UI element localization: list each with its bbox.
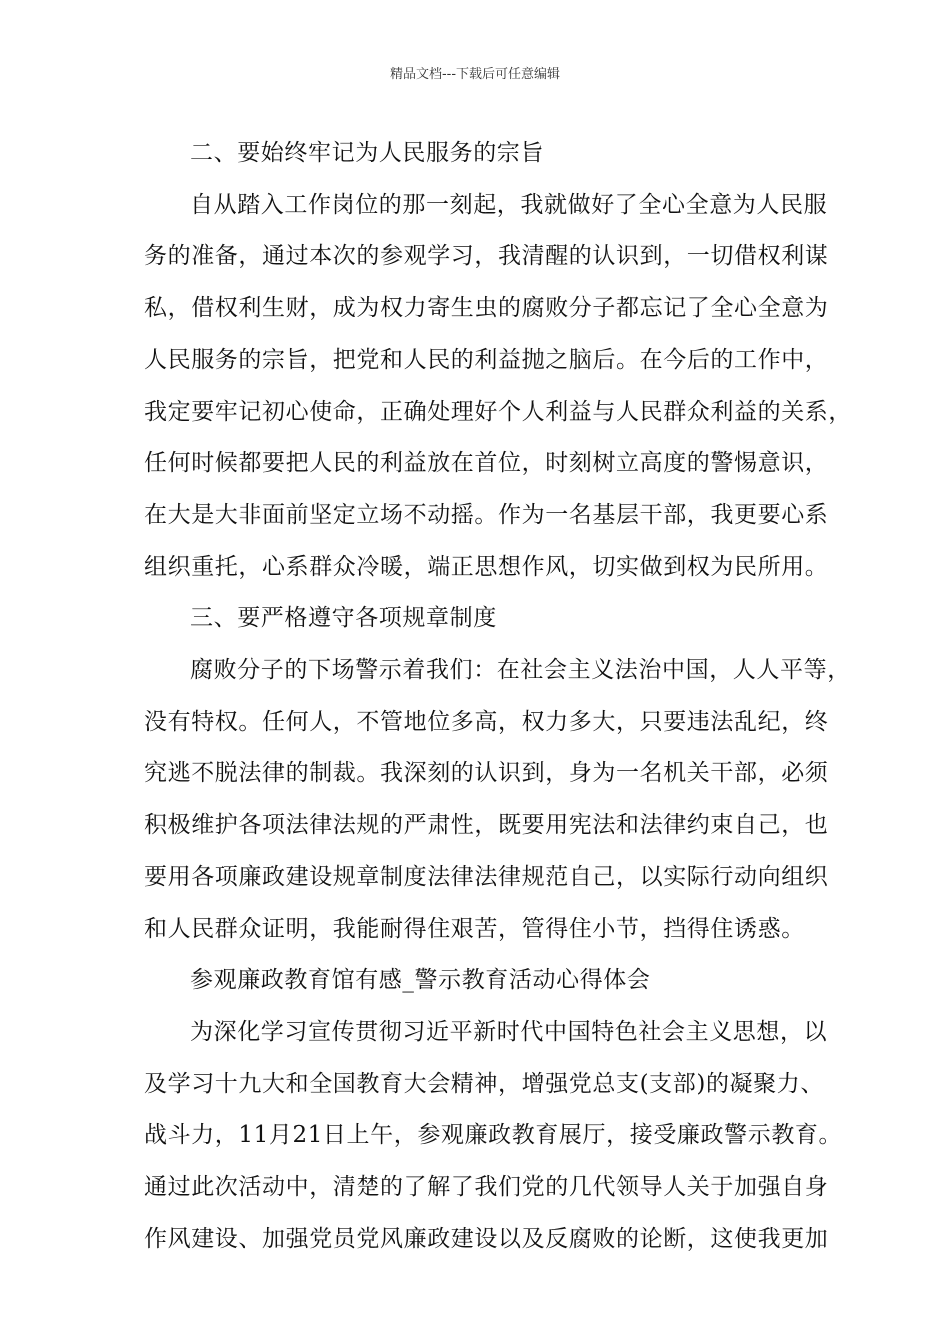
text-line: 没有特权。任何人，不管地位多高，权力多大，只要违法乱纪，终 xyxy=(144,708,829,735)
text-line: 人民服务的宗旨，把党和人民的利益抛之脑后。在今后的工作中， xyxy=(144,346,829,373)
text-line: 及学习十九大和全国教育大会精神，增强党总支(支部)的凝聚力、 xyxy=(144,1070,824,1097)
text-line: 我定要牢记初心使命，正确处理好个人利益与人民群众利益的关系， xyxy=(144,398,852,425)
text-line: 为深化学习宣传贯彻习近平新时代中国特色社会主义思想，以 xyxy=(190,1018,828,1045)
section-heading-2: 二、要始终牢记为人民服务的宗旨 xyxy=(190,140,544,166)
text-line: 战斗力，11月21日上午，参观廉政教育展厅，接受廉政警示教育。 xyxy=(144,1122,843,1149)
section-heading-3: 三、要严格遵守各项规章制度 xyxy=(190,605,497,632)
text-line: 任何时候都要把人民的利益放在首位，时刻树立高度的警惕意识， xyxy=(144,450,829,477)
text-line: 要用各项廉政建设规章制度法律法律规范自己，以实际行动向组织 xyxy=(144,863,829,890)
document-body xyxy=(144,128,852,1265)
text-line: 务的准备，通过本次的参观学习，我清醒的认识到，一切借权利谋 xyxy=(144,243,829,270)
text-line: 究逃不脱法律的制裁。我深刻的认识到，身为一名机关干部，必须 xyxy=(144,760,829,787)
text-line: 私，借权利生财，成为权力寄生虫的腐败分子都忘记了全心全意为 xyxy=(144,295,829,322)
text-line: 在大是大非面前坚定立场不动摇。作为一名基层干部，我更要心系 xyxy=(144,501,829,528)
text-line: 作风建设、加强党员党风廉政建设以及反腐败的论断，这使我更加 xyxy=(144,1225,829,1252)
text-line: 和人民群众证明，我能耐得住艰苦，管得住小节，挡得住诱惑。 xyxy=(144,915,805,942)
text-line: 腐败分子的下场警示着我们：在社会主义法治中国，人人平等， xyxy=(190,657,851,684)
page-header: 精品文档---下载后可任意编辑 xyxy=(389,67,561,82)
text-line: 组织重托，心系群众冷暖，端正思想作风，切实做到权为民所用。 xyxy=(144,553,829,580)
text-line: 积极维护各项法律法规的严肃性，既要用宪法和法律约束自己，也 xyxy=(144,812,829,839)
text-line: 自从踏入工作岗位的那一刻起，我就做好了全心全意为人民服 xyxy=(190,191,828,218)
text-line: 通过此次活动中，清楚的了解了我们党的几代领导人关于加强自身 xyxy=(144,1174,829,1201)
article-title: 参观廉政教育馆有感_警示教育活动心得体会 xyxy=(190,967,651,994)
